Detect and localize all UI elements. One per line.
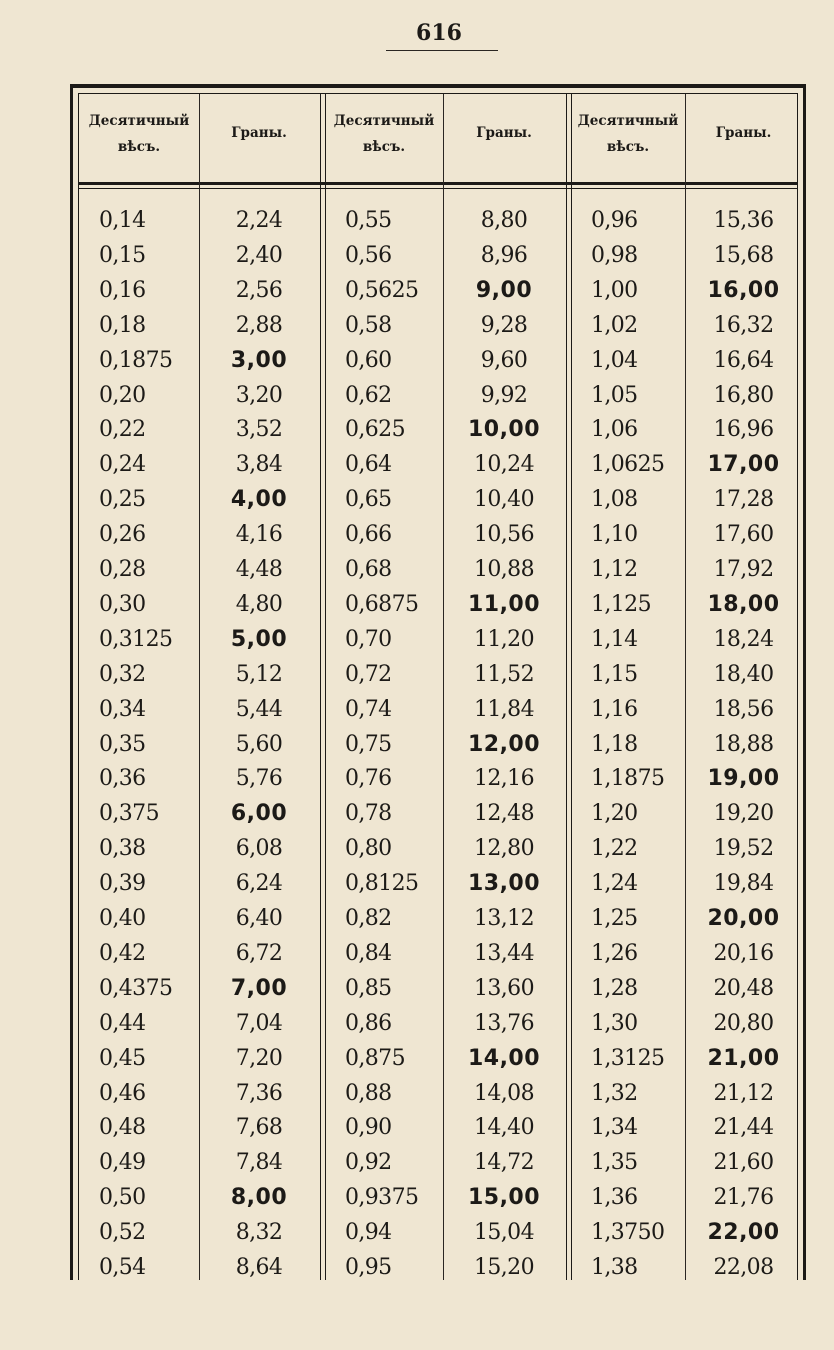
grains-cell-whole: 10,00 bbox=[467, 417, 541, 443]
decimal-weight-cell: 1,06 bbox=[591, 417, 638, 443]
decimal-weight-cell: 0,76 bbox=[345, 766, 392, 792]
decimal-weight-cell: 1,35 bbox=[591, 1150, 638, 1176]
decimal-weight-cell: 0,5625 bbox=[345, 277, 419, 303]
decimal-weight-cell: 1,28 bbox=[591, 975, 638, 1001]
group-divider bbox=[566, 94, 572, 1280]
decimal-weight-cell: 0,85 bbox=[345, 975, 392, 1001]
grains-cell: 2,88 bbox=[235, 312, 283, 338]
group-divider bbox=[320, 94, 326, 1280]
grains-cell: 15,36 bbox=[713, 208, 774, 233]
decimal-weight-cell: 0,56 bbox=[345, 242, 392, 268]
decimal-weight-cell: 0,82 bbox=[345, 906, 392, 931]
grains-cell: 3,20 bbox=[235, 382, 283, 408]
decimal-weight-cell: 0,80 bbox=[345, 836, 392, 862]
grains-cell: 17,28 bbox=[713, 487, 774, 513]
decimal-weight-cell: 0,55 bbox=[345, 208, 392, 233]
grains-cell-whole: 12,00 bbox=[467, 731, 541, 757]
grains-cell: 16,32 bbox=[713, 312, 774, 338]
grains-cell: 8,64 bbox=[235, 1255, 283, 1280]
decimal-weight-cell: 0,74 bbox=[345, 696, 392, 722]
grains-cell: 11,20 bbox=[474, 626, 534, 652]
decimal-weight-cell: 0,34 bbox=[99, 696, 146, 722]
grains-cell: 12,80 bbox=[474, 836, 534, 862]
grains-cell: 8,32 bbox=[235, 1220, 283, 1246]
grains-cell: 21,60 bbox=[713, 1150, 774, 1176]
grains-cell-whole: 17,00 bbox=[707, 452, 780, 478]
decimal-weight-cell: 0,28 bbox=[99, 557, 146, 582]
grains-cell: 14,72 bbox=[474, 1150, 534, 1176]
grains-cell: 10,88 bbox=[474, 557, 534, 582]
grains-cell: 14,40 bbox=[474, 1115, 534, 1141]
decimal-weight-cell: 0,75 bbox=[345, 731, 392, 757]
grains-cell: 16,80 bbox=[713, 382, 774, 408]
grains-cell: 21,76 bbox=[713, 1185, 774, 1211]
grains-cell: 9,60 bbox=[480, 347, 528, 373]
decimal-weight-cell: 0,62 bbox=[345, 382, 392, 408]
grains-cell: 13,12 bbox=[474, 906, 534, 931]
decimal-weight-cell: 0,24 bbox=[99, 452, 146, 478]
grains-cell-whole: 18,00 bbox=[707, 591, 780, 617]
header-decimal-weight: Десятичный вѣсъ. bbox=[577, 113, 679, 155]
grains-cell: 5,44 bbox=[235, 696, 283, 722]
grains-cell: 9,28 bbox=[480, 312, 528, 338]
grains-cell: 7,84 bbox=[235, 1150, 283, 1176]
decimal-weight-cell: 0,68 bbox=[345, 557, 392, 582]
grains-cell-whole: 22,00 bbox=[707, 1220, 780, 1246]
grains-cell: 2,40 bbox=[235, 242, 283, 268]
decimal-weight-cell: 0,30 bbox=[99, 591, 146, 617]
grains-cell-whole: 9,00 bbox=[475, 277, 533, 303]
decimal-weight-cell: 0,50 bbox=[99, 1185, 146, 1211]
decimal-weight-cell: 0,94 bbox=[345, 1220, 392, 1246]
grains-cell-whole: 15,00 bbox=[467, 1185, 541, 1211]
decimal-weight-cell: 1,3750 bbox=[591, 1220, 665, 1246]
grains-cell: 5,12 bbox=[235, 661, 283, 687]
grains-cell-whole: 3,00 bbox=[230, 347, 288, 373]
decimal-weight-cell: 0,95 bbox=[345, 1255, 392, 1280]
decimal-weight-cell: 0,625 bbox=[345, 417, 405, 443]
decimal-weight-cell: 1,18 bbox=[591, 731, 638, 757]
decimal-weight-cell: 0,32 bbox=[99, 661, 146, 687]
decimal-weight-cell: 0,65 bbox=[345, 487, 392, 513]
grains-cell: 6,24 bbox=[235, 871, 283, 897]
grains-cell: 7,04 bbox=[235, 1010, 283, 1036]
decimal-weight-cell: 0,375 bbox=[99, 801, 159, 827]
grains-cell: 19,52 bbox=[713, 836, 774, 862]
decimal-weight-cell: 0,6875 bbox=[345, 591, 419, 617]
grains-cell: 8,96 bbox=[480, 242, 528, 268]
grains-cell: 20,48 bbox=[713, 975, 774, 1001]
decimal-weight-cell: 1,20 bbox=[591, 801, 638, 827]
grains-cell: 2,24 bbox=[235, 208, 283, 233]
decimal-weight-cell: 0,38 bbox=[99, 836, 146, 862]
grains-cell: 13,60 bbox=[474, 975, 534, 1001]
decimal-weight-cell: 0,58 bbox=[345, 312, 392, 338]
decimal-weight-cell: 1,22 bbox=[591, 836, 638, 862]
grains-cell: 11,52 bbox=[474, 661, 534, 687]
decimal-weight-cell: 0,20 bbox=[99, 382, 146, 408]
grains-cell: 21,12 bbox=[713, 1080, 774, 1106]
grains-cell: 18,24 bbox=[713, 626, 774, 652]
grains-cell-whole: 7,00 bbox=[230, 975, 288, 1001]
grains-cell: 5,76 bbox=[235, 766, 283, 792]
grains-cell: 2,56 bbox=[235, 277, 283, 303]
decimal-weight-cell: 0,86 bbox=[345, 1010, 392, 1036]
decimal-weight-cell: 1,02 bbox=[591, 312, 638, 338]
decimal-weight-cell: 1,15 bbox=[591, 661, 638, 687]
decimal-weight-cell: 0,22 bbox=[99, 417, 146, 443]
grains-cell: 15,68 bbox=[713, 242, 774, 268]
decimal-weight-cell: 1,14 bbox=[591, 626, 638, 652]
grains-cell-whole: 21,00 bbox=[707, 1045, 780, 1071]
grains-cell: 18,40 bbox=[713, 661, 774, 687]
grains-cell: 17,60 bbox=[713, 522, 774, 548]
decimal-weight-cell: 0,18 bbox=[99, 312, 146, 338]
decimal-weight-cell: 0,8125 bbox=[345, 871, 419, 897]
decimal-weight-cell: 1,34 bbox=[591, 1115, 638, 1141]
decimal-weight-cell: 0,45 bbox=[99, 1045, 146, 1071]
grains-cell: 19,20 bbox=[713, 801, 774, 827]
grains-cell: 10,40 bbox=[474, 487, 534, 513]
decimal-weight-cell: 0,39 bbox=[99, 871, 146, 897]
decimal-weight-cell: 0,35 bbox=[99, 731, 146, 757]
decimal-weight-cell: 1,10 bbox=[591, 522, 638, 548]
grains-cell: 9,92 bbox=[480, 382, 528, 408]
decimal-weight-cell: 0,98 bbox=[591, 242, 638, 268]
decimal-weight-cell: 0,88 bbox=[345, 1080, 392, 1106]
decimal-weight-cell: 1,1875 bbox=[591, 766, 665, 792]
decimal-weight-cell: 0,48 bbox=[99, 1115, 146, 1141]
grains-cell: 6,08 bbox=[235, 836, 283, 862]
grains-cell: 13,76 bbox=[474, 1010, 534, 1036]
decimal-weight-cell: 0,64 bbox=[345, 452, 392, 478]
decimal-weight-cell: 1,12 bbox=[591, 557, 638, 582]
conversion-table bbox=[70, 84, 806, 1280]
header-grains: Граны. bbox=[231, 125, 287, 141]
decimal-weight-cell: 1,24 bbox=[591, 871, 638, 897]
grains-cell-whole: 5,00 bbox=[230, 626, 288, 652]
grains-cell-whole: 20,00 bbox=[707, 906, 780, 931]
grains-cell: 18,88 bbox=[713, 731, 774, 757]
grains-cell-whole: 16,00 bbox=[707, 277, 780, 303]
grains-cell: 20,80 bbox=[713, 1010, 774, 1036]
decimal-weight-cell: 0,52 bbox=[99, 1220, 146, 1246]
header-grains: Граны. bbox=[476, 125, 532, 141]
decimal-weight-cell: 0,25 bbox=[99, 487, 146, 513]
grains-cell-whole: 13,00 bbox=[467, 871, 541, 897]
decimal-weight-cell: 0,15 bbox=[99, 242, 146, 268]
grains-cell: 6,72 bbox=[235, 940, 283, 966]
grains-cell: 21,44 bbox=[713, 1115, 774, 1141]
grains-cell: 4,48 bbox=[235, 557, 283, 582]
decimal-weight-cell: 0,72 bbox=[345, 661, 392, 687]
decimal-weight-cell: 0,54 bbox=[99, 1255, 146, 1280]
grains-cell: 20,16 bbox=[713, 940, 774, 966]
grains-cell: 8,80 bbox=[480, 208, 528, 233]
decimal-weight-cell: 0,84 bbox=[345, 940, 392, 966]
grains-cell: 3,52 bbox=[235, 417, 283, 443]
decimal-weight-cell: 1,05 bbox=[591, 382, 638, 408]
grains-cell-whole: 14,00 bbox=[467, 1045, 541, 1071]
decimal-weight-cell: 1,36 bbox=[591, 1185, 638, 1211]
decimal-weight-cell: 1,04 bbox=[591, 347, 638, 373]
decimal-weight-cell: 0,78 bbox=[345, 801, 392, 827]
decimal-weight-cell: 0,4375 bbox=[99, 975, 173, 1001]
decimal-weight-cell: 0,92 bbox=[345, 1150, 392, 1176]
decimal-weight-cell: 1,0625 bbox=[591, 452, 665, 478]
decimal-weight-cell: 0,875 bbox=[345, 1045, 405, 1071]
page-number: 616 bbox=[416, 20, 462, 46]
header-grains: Граны. bbox=[715, 125, 772, 141]
grains-cell: 16,64 bbox=[713, 347, 774, 373]
grains-cell-whole: 8,00 bbox=[230, 1185, 288, 1211]
decimal-weight-cell: 1,00 bbox=[591, 277, 638, 303]
decimal-weight-cell: 0,14 bbox=[99, 208, 146, 233]
decimal-weight-cell: 0,1875 bbox=[99, 347, 173, 373]
decimal-weight-cell: 1,26 bbox=[591, 940, 638, 966]
grains-cell: 14,08 bbox=[474, 1080, 534, 1106]
decimal-weight-cell: 1,16 bbox=[591, 696, 638, 722]
grains-cell: 11,84 bbox=[474, 696, 534, 722]
decimal-weight-cell: 0,66 bbox=[345, 522, 392, 548]
grains-cell: 12,48 bbox=[474, 801, 534, 827]
grains-cell: 19,84 bbox=[713, 871, 774, 897]
decimal-weight-cell: 1,08 bbox=[591, 487, 638, 513]
decimal-weight-cell: 0,44 bbox=[99, 1010, 146, 1036]
grains-cell: 15,04 bbox=[474, 1220, 534, 1246]
grains-cell: 10,56 bbox=[474, 522, 534, 548]
grains-cell: 12,16 bbox=[474, 766, 534, 792]
grains-cell: 18,56 bbox=[713, 696, 774, 722]
decimal-weight-cell: 0,96 bbox=[591, 208, 638, 233]
decimal-weight-cell: 0,16 bbox=[99, 277, 146, 303]
header-decimal-weight: Десятичный вѣсъ. bbox=[333, 113, 435, 155]
decimal-weight-cell: 0,90 bbox=[345, 1115, 392, 1141]
decimal-weight-cell: 0,26 bbox=[99, 522, 146, 548]
decimal-weight-cell: 1,32 bbox=[591, 1080, 638, 1106]
grains-cell: 16,96 bbox=[713, 417, 774, 443]
grains-cell: 7,68 bbox=[235, 1115, 283, 1141]
decimal-weight-cell: 1,30 bbox=[591, 1010, 638, 1036]
decimal-weight-cell: 0,46 bbox=[99, 1080, 146, 1106]
grains-cell: 22,08 bbox=[713, 1255, 774, 1280]
grains-cell: 15,20 bbox=[474, 1255, 534, 1280]
decimal-weight-cell: 0,9375 bbox=[345, 1185, 419, 1211]
grains-cell: 6,40 bbox=[235, 906, 283, 931]
decimal-weight-cell: 1,38 bbox=[591, 1255, 638, 1280]
grains-cell: 17,92 bbox=[713, 557, 774, 582]
decimal-weight-cell: 0,40 bbox=[99, 906, 146, 931]
grains-cell: 3,84 bbox=[235, 452, 283, 478]
grains-cell: 4,16 bbox=[235, 522, 283, 548]
grains-cell: 5,60 bbox=[235, 731, 283, 757]
grains-cell: 4,80 bbox=[235, 591, 283, 617]
grains-cell: 10,24 bbox=[474, 452, 534, 478]
grains-cell-whole: 19,00 bbox=[707, 766, 780, 792]
decimal-weight-cell: 1,25 bbox=[591, 906, 638, 931]
decimal-weight-cell: 0,3125 bbox=[99, 626, 173, 652]
grains-cell: 13,44 bbox=[474, 940, 534, 966]
decimal-weight-cell: 0,70 bbox=[345, 626, 392, 652]
grains-cell: 7,36 bbox=[235, 1080, 283, 1106]
page-number-rule bbox=[386, 50, 498, 51]
decimal-weight-cell: 1,125 bbox=[591, 591, 651, 617]
decimal-weight-cell: 1,3125 bbox=[591, 1045, 665, 1071]
table-inner-frame bbox=[78, 93, 798, 1280]
grains-cell-whole: 11,00 bbox=[467, 591, 541, 617]
grains-cell-whole: 6,00 bbox=[230, 801, 288, 827]
decimal-weight-cell: 0,42 bbox=[99, 940, 146, 966]
decimal-weight-cell: 0,49 bbox=[99, 1150, 146, 1176]
grains-cell: 7,20 bbox=[235, 1045, 283, 1071]
header-decimal-weight: Десятичный вѣсъ. bbox=[88, 113, 190, 155]
decimal-weight-cell: 0,36 bbox=[99, 766, 146, 792]
grains-cell-whole: 4,00 bbox=[230, 487, 288, 513]
decimal-weight-cell: 0,60 bbox=[345, 347, 392, 373]
